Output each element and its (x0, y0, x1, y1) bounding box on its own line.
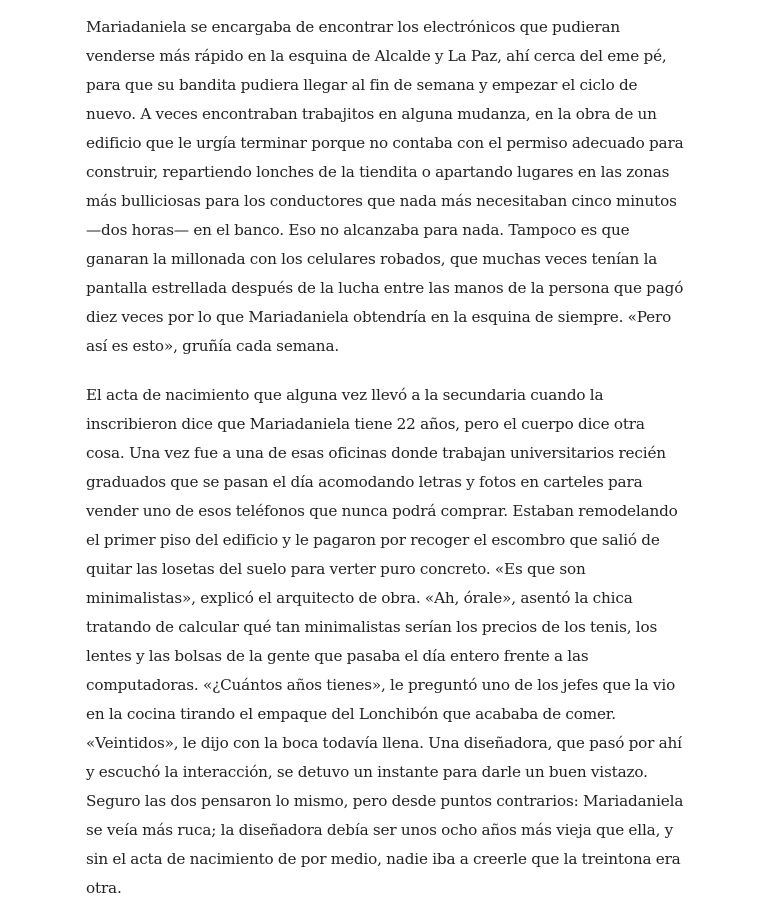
paragraph-2: El acta de nacimiento que alguna vez llevó a la secundaria cuando la inscribieron dice que Mariadaniela tiene 22 años, pero el cuerpo dice otra cosa. Una vez fue a una de esas oficinas donde trabajan universitarios recién graduados que se pasan el día acomodando letras y fotos en carteles para vender uno de esos teléfonos que nunca podrá comprar. Estaban remodelando el primer piso del edificio y le pagaron por recoger el escombro que salió de quitar las losetas del suelo para verter puro concreto. «Es que son minimalistas», explicó el arquitecto de obra. «Ah, órale», asentó la chica tratando de calcular qué tan minimalistas serían los precios de los tenis, los lentes y las bolsas de la gente que pasaba el día entero frente a las computadoras. «¿Cuántos años tienes», le preguntó uno de los jefes que la vio en la cocina tirando el empaque del Lonchibón que acababa de comer. «Veintidos», le dijo con la boca todavía llena. Una diseñadora, que pasó por ahí y escuchó la interacción, se detuvo un instante para darle un buen vistazo. Seguro las dos pensaron lo mismo, pero desde puntos contrarios: Mariadaniela se veía más ruca; la diseñadora debía ser unos ocho años más vieja que ella, y sin el acta de nacimiento de por medio, nadie iba a creerle que la treintona era otra. (86, 386, 684, 897)
paragraph-1: Mariadaniela se encargaba de encontrar los electrónicos que pudieran venderse más rápido en la esquina de Alcalde y La Paz, ahí cerca del eme pé, para que su bandita pudiera llegar al fin de semana y empezar el ciclo de nuevo. A veces encontraban trabajitos en alguna mudanza, en la obra de un edificio que le urgía terminar porque no contaba con el permiso adecuado para construir, repartiendo lonches de la tiendita o apartando lugares en las zonas más bulliciosas para los conductores que nada más necesitaban cinco minutos —dos horas— en el banco. Eso no alcanzaba para nada. Tampoco es que ganaran la millonada con los celulares robados, que muchas veces tenían la pantalla estrellada después de la lucha entre las manos de la persona que pagó diez veces por lo que Mariadaniela obtendría en la esquina de siempre. «Pero así es esto», gruñía cada semana. (86, 18, 684, 355)
article-body (86, 13, 686, 923)
